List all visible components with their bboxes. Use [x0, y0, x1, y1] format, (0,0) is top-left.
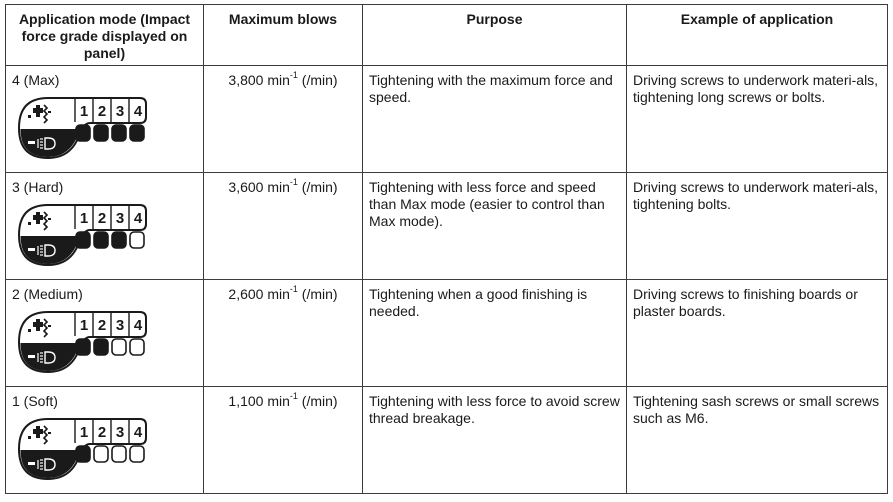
grade-lamp-2 [94, 446, 108, 462]
grade-label: 3 [115, 103, 125, 120]
table-row [6, 280, 888, 387]
grade-lamp-4 [130, 125, 144, 141]
grade-label: 1 [79, 317, 89, 334]
mode-cell [6, 173, 204, 280]
table-row [6, 173, 888, 280]
grade-lamp-3 [112, 125, 126, 141]
blows-value: 2,600 min [228, 286, 290, 302]
grade-lamp-3 [112, 232, 126, 248]
blows-value: 1,100 min [228, 393, 290, 409]
purpose-cell: Tightening with less force to avoid screw thread breakage. [363, 387, 627, 494]
impact-force-panel [14, 95, 154, 161]
example-cell: Driving screws to finishing boards or plaster boards. [627, 280, 888, 387]
grade-lamp-3 [112, 339, 126, 355]
impact-force-panel [14, 416, 154, 482]
purpose-cell: Tightening when a good finishing is needed. [363, 280, 627, 387]
grade-label: 2 [97, 424, 107, 441]
header-example: Example of application [627, 5, 888, 66]
grade-lamp-1 [76, 125, 90, 141]
grade-label: 1 [79, 424, 89, 441]
mode-label: 4 (Max) [12, 72, 60, 88]
blows-unit: (/min) [297, 393, 338, 409]
mode-cell [6, 66, 204, 173]
grade-label: 4 [133, 424, 143, 441]
example-cell: Tightening sash screws or small screws such as M6. [627, 387, 888, 494]
mode-label: 2 (Medium) [12, 286, 83, 302]
grade-label: 4 [133, 210, 143, 227]
grade-label: 4 [133, 317, 143, 334]
grade-label: 2 [97, 103, 107, 120]
purpose-cell: Tightening with the maximum force and speed. [363, 66, 627, 173]
table-row [6, 387, 888, 494]
impact-force-panel [14, 202, 154, 268]
table-header-row [6, 5, 888, 66]
example-cell: Driving screws to underwork materi-als, tightening long screws or bolts. [627, 66, 888, 173]
grade-lamp-1 [76, 339, 90, 355]
grade-lamp-2 [94, 339, 108, 355]
grade-label: 3 [115, 424, 125, 441]
purpose-cell: Tightening with less force and speed than Max mode (easier to control than Max mode). [363, 173, 627, 280]
grade-lamp-4 [130, 339, 144, 355]
grade-label: 4 [133, 103, 143, 120]
blows-cell [204, 173, 363, 280]
blows-unit: (/min) [297, 286, 338, 302]
application-mode-table [5, 4, 888, 494]
header-application-mode: Application mode (Impact force grade displayed on panel) [6, 5, 204, 66]
blows-unit: (/min) [297, 179, 338, 195]
table-row [6, 66, 888, 173]
blows-value: 3,800 min [228, 72, 290, 88]
grade-label: 1 [79, 210, 89, 227]
mode-label: 1 (Soft) [12, 393, 58, 409]
blows-exponent: -1 [289, 284, 298, 295]
grade-lamp-2 [94, 125, 108, 141]
grade-label: 2 [97, 210, 107, 227]
impact-force-panel [14, 309, 154, 375]
blows-cell [204, 66, 363, 173]
blows-exponent: -1 [289, 177, 298, 188]
grade-lamp-1 [76, 446, 90, 462]
header-maximum-blows: Maximum blows [204, 5, 363, 66]
blows-exponent: -1 [289, 391, 298, 402]
blows-cell [204, 280, 363, 387]
blows-unit: (/min) [297, 72, 338, 88]
grade-label: 2 [97, 317, 107, 334]
mode-cell [6, 387, 204, 494]
header-purpose: Purpose [363, 5, 627, 66]
grade-label: 1 [79, 103, 89, 120]
grade-label: 3 [115, 210, 125, 227]
grade-lamp-4 [130, 446, 144, 462]
blows-cell [204, 387, 363, 494]
blows-exponent: -1 [289, 70, 298, 81]
example-cell: Driving screws to underwork materi-als, tightening bolts. [627, 173, 888, 280]
grade-lamp-1 [76, 232, 90, 248]
grade-lamp-4 [130, 232, 144, 248]
grade-lamp-2 [94, 232, 108, 248]
grade-lamp-3 [112, 446, 126, 462]
mode-cell [6, 280, 204, 387]
mode-label: 3 (Hard) [12, 179, 64, 195]
grade-label: 3 [115, 317, 125, 334]
blows-value: 3,600 min [228, 179, 290, 195]
